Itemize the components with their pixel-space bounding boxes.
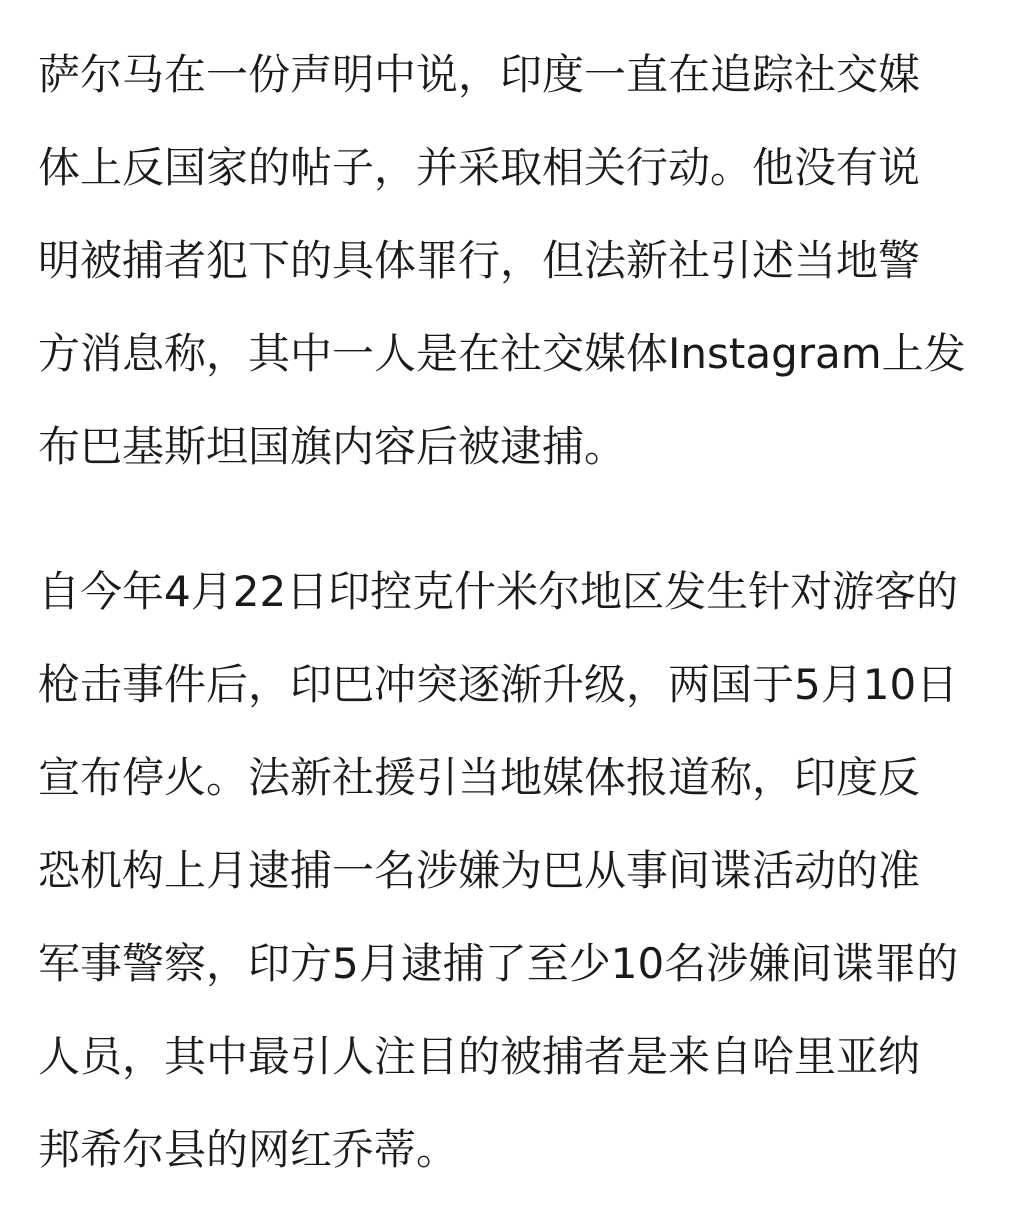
article-body (38, 28, 1013, 1196)
paragraph-2 (38, 545, 1013, 1196)
text-line: 方消息称，其中一人是在社交媒体Instagram上发 (38, 329, 966, 378)
paragraph-1 (38, 28, 1013, 493)
text-line: 恐机构上月逮捕一名涉嫌为巴从事间谍活动的准 (38, 846, 921, 895)
text-line: 明被捕者犯下的具体罪行，但法新社引述当地警 (38, 236, 921, 285)
text-line: 人员，其中最引人注目的被捕者是来自哈里亚纳 (38, 1032, 921, 1081)
text-line: 军事警察，印方5月逮捕了至少10名涉嫌间谍罪的 (38, 939, 959, 988)
text-line: 萨尔马在一份声明中说，印度一直在追踪社交媒 (38, 50, 921, 99)
text-line: 布巴基斯坦国旗内容后被逮捕。 (38, 422, 627, 471)
text-line: 体上反国家的帖子，并采取相关行动。他没有说 (38, 143, 921, 192)
text-line: 枪击事件后，印巴冲突逐渐升级，两国于5月10日 (38, 660, 959, 709)
text-line: 自今年4月22日印控克什米尔地区发生针对游客的 (38, 567, 959, 616)
text-line: 宣布停火。法新社援引当地媒体报道称，印度反 (38, 753, 921, 802)
text-line: 邦希尔县的网红乔蒂。 (38, 1125, 459, 1174)
